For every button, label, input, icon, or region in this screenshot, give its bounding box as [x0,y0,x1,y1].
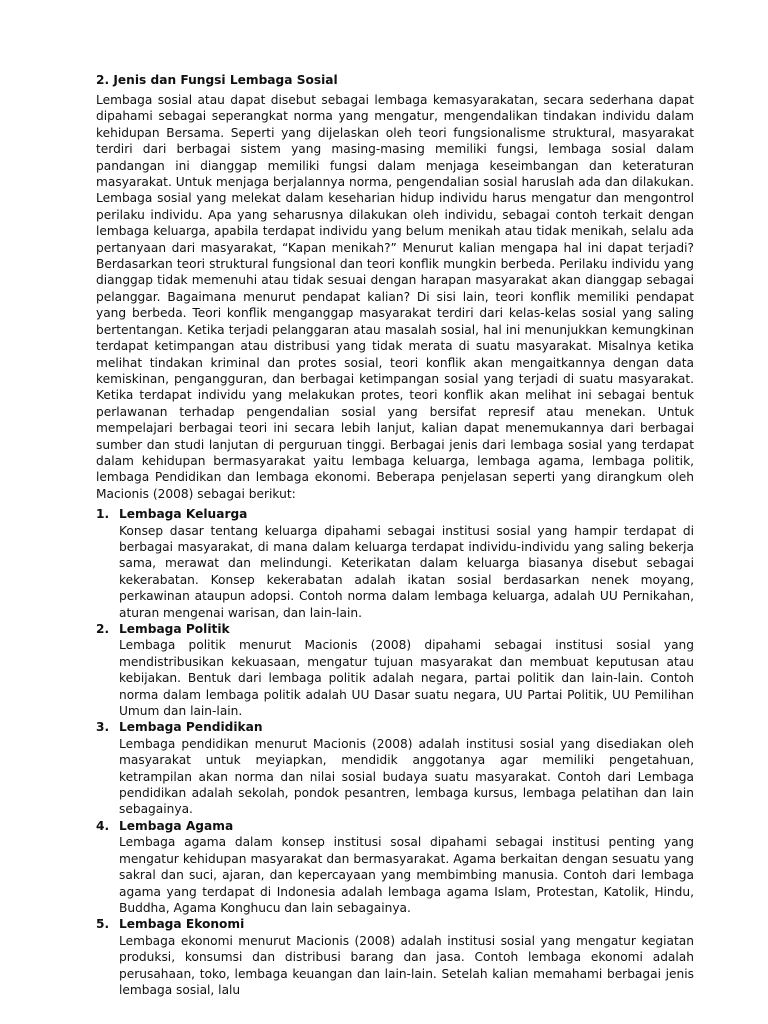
list-item-title: Lembaga Keluarga [119,507,248,522]
list-item-text: Lembaga pendidikan menurut Macionis (2008) adalah institusi sosial yang disediakan oleh masyarakat untuk meyiapkan, mendidik anggotanya agar memiliki pengetahuan, ketrampilan akan norma dan nilai sosial budaya suatu masyarakat. Contoh dari Lembaga pendidikan adalah sekolah, pondok pesantren, lembaga kursus, lembaga pelatihan dan lain sebagainya. [119,736,694,817]
list-item-title: Lembaga Politik [119,622,230,636]
list-number: 1. [96,507,110,522]
list-number: 4. [96,818,110,833]
list-item [96,621,694,719]
institution-list [96,506,694,998]
list-number: 2. [96,622,110,636]
list-item [96,818,694,916]
list-item [96,719,694,817]
list-item [96,506,694,621]
list-item [96,916,694,998]
list-number: 3. [96,720,110,735]
section-heading: 2. Jenis dan Fungsi Lembaga Sosial [96,73,338,87]
list-item-text: Lembaga ekonomi menurut Macionis (2008) adalah institusi sosial yang mengatur kegiatan produksi, konsumsi dan distribusi barang dan jasa. Contoh lembaga ekonomi adalah perusahaan, toko, lembaga keuangan dan lain-lain. Setelah kalian memahami berbagai jenis lembaga sosial, lalu [119,933,694,997]
list-number: 5. [96,917,110,932]
list-item-text: Lembaga politik menurut Macionis (2008) dipahami sebagai institusi sosial yang mendistribusikan kekuasaan, mengatur tujuan masyarakat dan membuat keputusan atau kebijakan. Bentuk dari lembaga politik adalah negara, partai politik dan lain-lain. Contoh norma dalam lembaga politik adalah UU Dasar suatu negara, UU Partai Politik, UU Pemilihan Umum dan lain-lain. [119,638,694,719]
list-item-title: Lembaga Pendidikan [119,720,263,735]
list-item-text: Lembaga agama dalam konsep institusi sosal dipahami sebagai institusi penting yang mengatur kehidupan masyarakat dan bermasyarakat. Agama berkaitan dengan sesuatu yang sakral dan suci, ajaran, dan kepercayaan yang membimbing manusia. Contoh dari lembaga agama yang terdapat di Indonesia adalah lembaga agama Islam, Protestan, Katolik, Hindu, Buddha, Agama Konghucu dan lain sebagainya. [119,835,694,915]
list-item-title: Lembaga Agama [119,818,234,833]
list-item-title: Lembaga Ekonomi [119,917,245,932]
list-item-text: Konsep dasar tentang keluarga dipahami sebagai institusi sosial yang hampir terdapat di berbagai masyarakat, di mana dalam keluarga terdapat individu-individu yang saling bekerja sama, merawat dan melindungi. Keterikatan dalam keluarga biasanya disebut sebagai kekerabatan. Konsep kekerabatan adalah ikatan sosial berdasarkan nenek moyang, perkawinan ataupun adopsi. Contoh norma dalam lembaga keluarga, adalah UU Pernikahan, aturan mengenai warisan, dan lain-lain. [119,523,694,620]
intro-paragraph: Lembaga sosial atau dapat disebut sebagai lembaga kemasyarakatan, secara sederhana dapat dipahami sebagai seperangkat norma yang mengatur, mengendalikan tindakan individu dalam kehidupan Bersama. Seperti yang dijelaskan oleh teori fungsionalisme struktural, masyarakat terdiri dari berbagai sistem yang masing-masing memiliki fungsi, lembaga sosial dalam pandangan ini dianggap memiliki fungsi dalam menjaga keseimbangan dan keteraturan masyarakat. Untuk menjaga berjalannya norma, pengendalian sosial haruslah ada dan dilakukan. Lembaga sosial yang melekat dalam keseharian hidup individu harus mengatur dan mengontrol perilaku individu. Apa yang seharusnya dilakukan oleh individu, sebagai contoh terkait dengan lembaga keluarga, apabila terdapat individu yang belum menikah atau tidak menikah, selalu ada pertanyaan dari masyarakat, “Kapan menikah?” Menurut kalian mengapa hal ini dapat terjadi? Berdasarkan teori struktural fungsional dan teori konflik mungkin berbeda. Perilaku individu yang dianggap tidak memenuhi atau tidak sesuai dengan harapan masyarakat akan dianggap sebagai pelanggar. Bagaimana menurut pendapat kalian? Di sisi lain, teori konflik memiliki pendapat yang berbeda. Teori konflik menganggap masyarakat terdiri dari kelas-kelas sosial yang saling bertentangan. Ketika terjadi pelanggaran atau masalah sosial, hal ini menunjukkan kemungkinan terdapat ketimpangan atau distribusi yang tidak merata di suatu masyarakat. Misalnya ketika melihat tindakan kriminal dan protes sosial, teori konflik akan mengaitkannya dengan data kemiskinan, pengangguran, dan berbagai ketimpangan sosial yang terjadi di suatu masyarakat. Ketika terdapat individu yang melakukan protes, teori konflik akan melihat ini sebagai bentuk perlawanan terhadap pengendalian sosial yang bersifat represif atau menekan. Untuk mempelajari berbagai teori ini secara lebih lanjut, kalian dapat menemukannya dari berbagai sumber dan studi lanjutan di perguruan tinggi. Berbagai jenis dari lembaga sosial yang terdapat dalam kehidupan bermasyarakat yaitu lembaga keluarga, lembaga agama, lembaga politik, lembaga Pendidikan dan lembaga ekonomi. Beberapa penjelasan seperti yang dirangkum oleh Macionis (2008) sebagai berikut: [96,93,694,501]
